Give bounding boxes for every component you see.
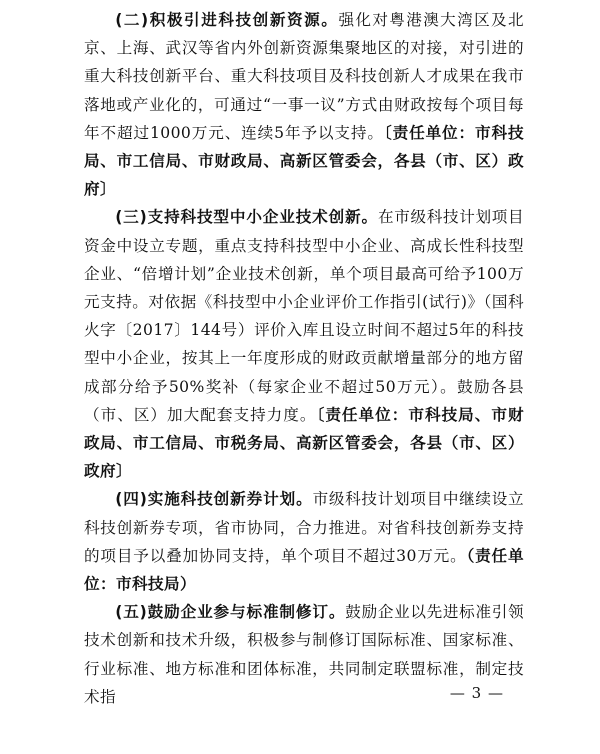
paragraph-3-body: 市级科技计划项目中继续设立科技创新券专项，省市协同，合力推进。对省科技创新券支持的项目予以叠加协同支持，单个项目不超过30万元。 xyxy=(84,490,524,565)
paragraph-4-heading: (五)鼓励企业参与标准制修订。 xyxy=(115,603,346,622)
paragraph-3 xyxy=(84,485,524,598)
paragraph-2 xyxy=(84,203,524,485)
paragraph-4-body: 鼓励企业以先进标准引领技术创新和技术升级，积极参与制修订国际标准、国家标准、行业标准、地方标准和团体标准，共同制定联盟标准，制定技术指 xyxy=(84,603,524,706)
paragraph-2-body: 在市级科技计划项目资金中设立专题，重点支持科技型中小企业、高成长性科技型企业、“倍增计划”企业技术创新，单个项目最高可给予100万元支持。对依据《科技型中小企业评价工作指引(试行)》（国科火字〔2017〕144号）评价入库且设立时间不超过5年的科技型中小企业，按其上一年度形成的财政贡献增量部分的地方留成部分给予50%奖补（每家企业不超过50万元）。鼓励各县（市、区）加大配套支持力度。 xyxy=(84,208,524,424)
paragraph-2-heading: (三)支持科技型中小企业技术创新。 xyxy=(115,208,378,227)
paragraph-1-responsible: 〔责任单位：市科技局、市工信局、市财政局、高新区管委会，各县（市、区）政府〕 xyxy=(84,123,524,199)
paragraph-3-responsible: （责任单位：市科技局） xyxy=(84,546,524,594)
document-body xyxy=(84,6,524,711)
paragraph-1 xyxy=(84,6,524,203)
paragraph-3-heading: (四)实施科技创新券计划。 xyxy=(115,490,313,509)
paragraph-1-heading: (二)积极引进科技创新资源。 xyxy=(115,11,339,29)
paragraph-1-body: 强化对粤港澳大湾区及北京、上海、武汉等省内外创新资源集聚地区的对接，对引进的重大科技创新平台、重大科技项目及科技创新人才成果在我市落地或产业化的，可通过“一事一议”方式由财政按每个项目每年不超过1000万元、连续5年予以支持。 xyxy=(84,11,524,142)
page-number: — 3 — xyxy=(449,684,504,702)
paragraph-2-responsible: 〔责任单位：市科技局、市财政局、市工信局、市税务局、高新区管委会，各县（市、区）政府〕 xyxy=(84,405,524,481)
